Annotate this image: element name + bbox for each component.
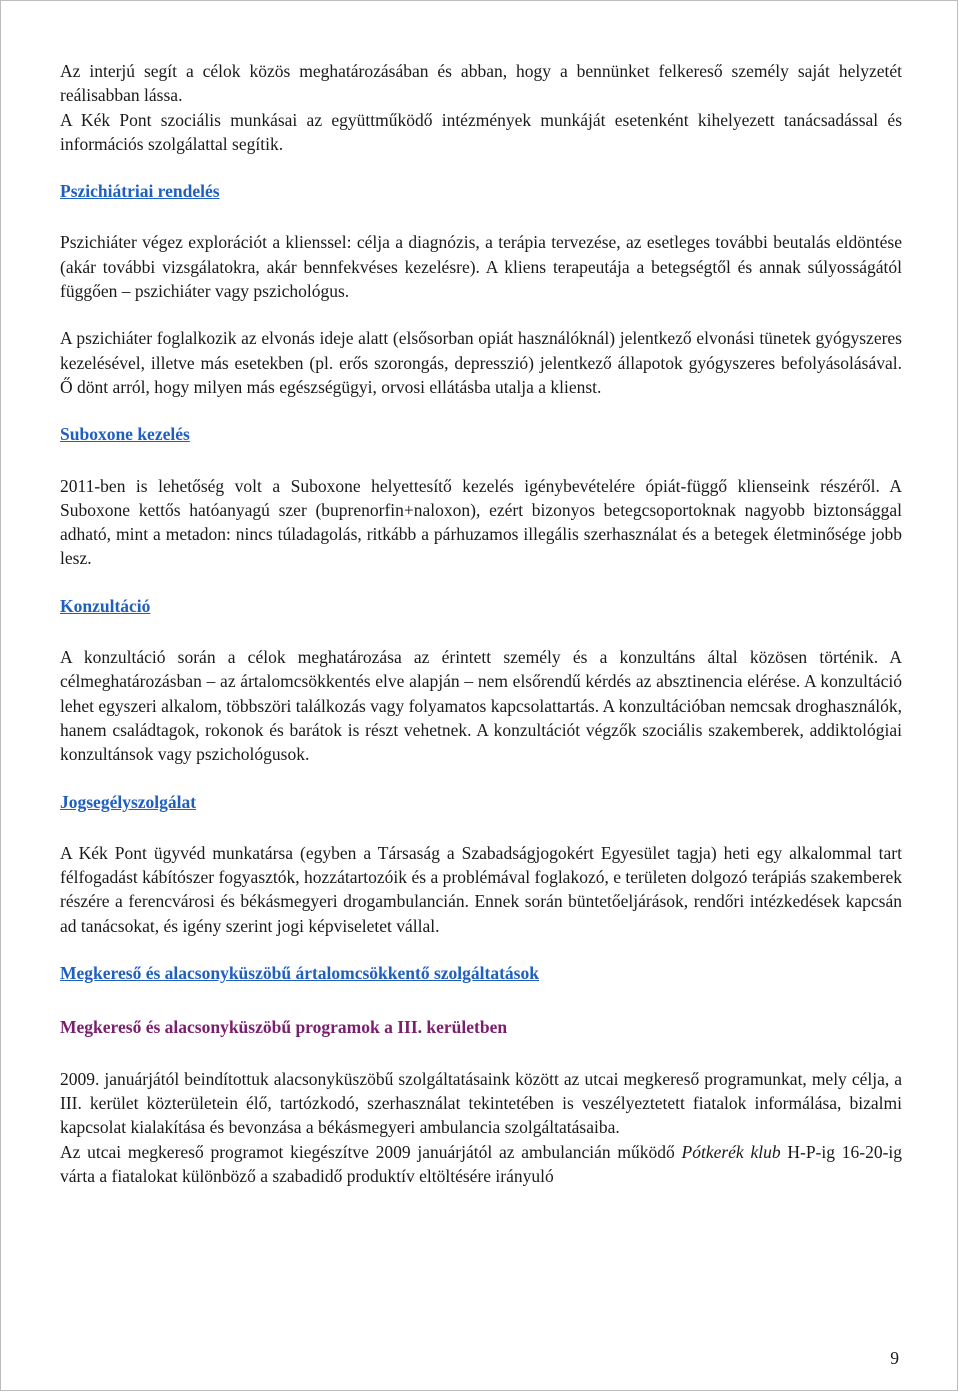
pszichiatria-paragraph-1: Pszichiáter végez explorációt a klienssel: célja a diagnózis, a terápia tervezése, az esetleges további beutalás eldöntése (akár további vizsgálatokra, akár bennfekvéses kezelésre). A kliens terapeutája a betegségtől és annak súlyosságától függően – pszichiáter vagy pszichológus.: [60, 232, 902, 302]
jogsegely-paragraph-1: A Kék Pont ügyvéd munkatársa (egyben a Társaság a Szabadságjogokért Egyesület tagja) heti egy alkalommal tart félfogadást kábítószer fogyasztók, hozzátartozóik és a problémával foglakozó, e területen dolgozó terápiás szakemberek részére a ferencvárosi és békásmegyeri drogambulancián. Ennek során büntetőeljárások, rendőri intézkedések kapcsán ad tanácsokat, és igény szerint jogi képviseletet vállal.: [60, 842, 902, 936]
suboxone-paragraph-1: 2011-ben is lehetőség volt a Suboxone helyettesítő kezelés igénybevételére ópiát-függő klienseink részéről. A Suboxone kettős hatóanyagú szer (buprenorfin+naloxon), ezért bizonyos betegcsoportoknak nagyobb biztonsággal adható, mint a metadon: nincs túladagolás, ritkább a párhuzamos illegális szerhasználat és a betegek életminősége jobb lesz.: [60, 475, 902, 569]
konzultacio-paragraph-1: A konzultáció során a célok meghatározása az érintett személy és a konzultáns által közösen történik. A célmeghatározásban – az ártalomcsökkentés elve alapján – nem elsőrendű kérdés az absztinencia elérése. A konzultáció lehet egyszeri alkalom, többszöri találkozás vagy folyamatos kapcsolattartás. A konzultációban nemcsak droghasználók, hanem családtagok, rokonok és barátok is részt vehetnek. A konzultációt végzők szociális szakemberek, addiktológiai konzultánsok vagy pszichológusok.: [60, 647, 902, 765]
megkereso-p2-text-before: Az utcai megkereső programot kiegészítve 2009 januárjától az ambulancián működő: [60, 1141, 682, 1162]
intro-paragraph-1: Az interjú segít a célok közös meghatározásában és abban, hogy a bennünket felkereső személy saját helyzetét reálisabban lássa.: [60, 61, 902, 106]
intro-paragraph-2: A Kék Pont szociális munkásai az együttműködő intézmények munkáját esetenként kihelyezett tanácsadással és információs szolgálattal segítik.: [60, 109, 902, 154]
heading-jogsegelyszolgalat[interactable]: Jogsegélyszolgálat: [60, 791, 197, 812]
heading-suboxone-kezeles[interactable]: Suboxone kezelés: [60, 424, 190, 445]
document-body: [60, 59, 902, 1188]
subheading-megkereso-programok: Megkereső és alacsonyküszöbű programok a III. kerületben: [60, 1017, 508, 1038]
megkereso-paragraph-1: 2009. januárjától beindítottuk alacsonyküszöbű szolgáltatásaink között az utcai megkereső programunkat, mely célja, a III. kerület közterületein élő, tartózkodó, szerhasználat tekintetében is veszélyeztetett fiatalok informálása, bizalmi kapcsolat kialakítása és bevonzása a békásmegyeri ambulancia szolgáltatásaiba.: [60, 1068, 902, 1138]
heading-pszichiatriai-rendeles[interactable]: Pszichiátriai rendelés: [60, 181, 220, 202]
potkerek-klub-name: Pótkerék klub: [681, 1141, 781, 1162]
megkereso-p2-text-after: H-P-ig 16-20-ig várta a fiatalokat különböző a szabadidő produktív eltöltésére irányuló: [60, 1141, 903, 1186]
heading-konzultacio[interactable]: Konzultáció: [60, 595, 151, 616]
pszichiatria-paragraph-2: A pszichiáter foglalkozik az elvonás ideje alatt (elsősorban opiát használóknál) jelentkező elvonási tünetek gyógyszeres kezelésével, illetve más esetekben (pl. erős szorongás, depresszió) jelentkező állapotok gyógyszeres befolyásolásával. Ő dönt arról, hogy milyen más egészségügyi, orvosi ellátásba utalja a klienst.: [60, 328, 902, 397]
page-number: 9: [890, 1348, 899, 1368]
heading-megkereso-szolgaltatasok[interactable]: Megkereső és alacsonyküszöbű ártalomcsökkentő szolgáltatások: [60, 963, 539, 984]
megkereso-paragraph-2: [60, 1140, 902, 1189]
